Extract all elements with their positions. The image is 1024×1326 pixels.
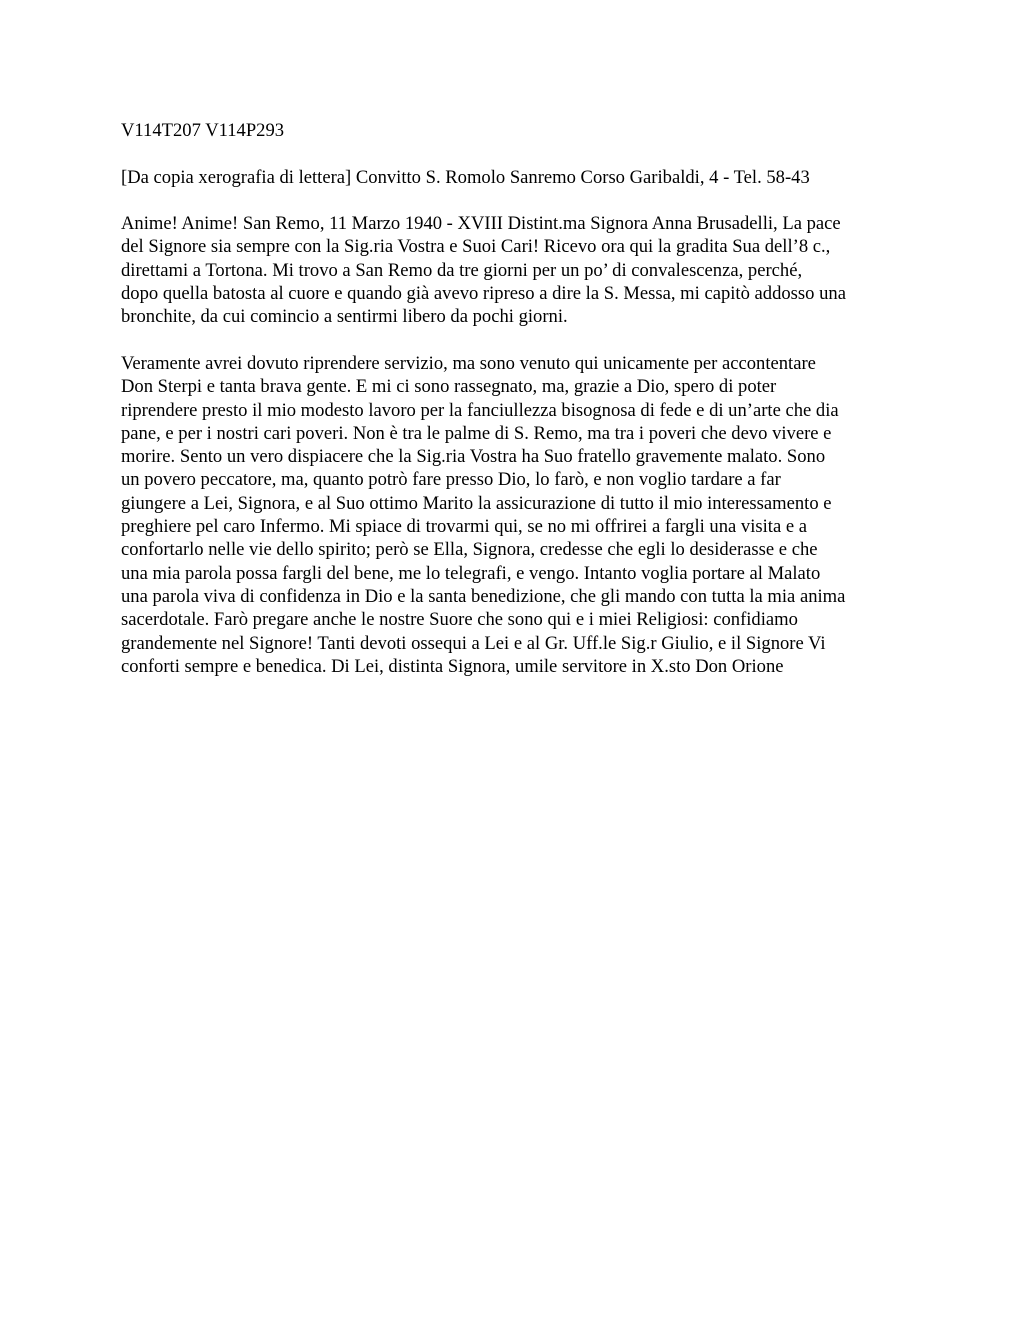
header-note-line: [Da copia xerografia di lettera] Convitto S. Romolo Sanremo Corso Garibaldi, 4 - Tel. 58-43 xyxy=(121,166,810,188)
letter-paragraph-2 xyxy=(121,352,921,678)
text-line: una mia parola possa fargli del bene, me lo telegrafi, e vengo. Intanto voglia portare al Malato xyxy=(121,562,821,584)
text-line: Veramente avrei dovuto riprendere servizio, ma sono venuto qui unicamente per accontentare xyxy=(121,352,816,374)
text-line: morire. Sento un vero dispiacere che la Sig.ria Vostra ha Suo fratello gravemente malato. Sono xyxy=(121,446,826,468)
reference-line: V114T207 V114P293 xyxy=(121,120,285,141)
text-line: confortarlo nelle vie dello spirito; però se Ella, Signora, credesse che egli lo desiderasse e che xyxy=(121,539,818,561)
text-line: conforti sempre e benedica. Di Lei, distinta Signora, umile servitore in X.sto Don Orione xyxy=(121,655,784,677)
document-page xyxy=(121,119,921,701)
text-line: preghiere pel caro Infermo. Mi spiace di trovarmi qui, se no mi offrirei a fargli una visita e a xyxy=(121,516,808,538)
text-line: pane, e per i nostri cari poveri. Non è tra le palme di S. Remo, ma tra i poveri che devo vivere e xyxy=(121,422,832,444)
text-line: dopo quella batosta al cuore e quando già avevo ripreso a dire la S. Messa, mi capitò addosso una xyxy=(121,283,846,305)
text-line: Anime! Anime! San Remo, 11 Marzo 1940 - XVIII Distint.ma Signora Anna Brusadelli, La pace xyxy=(121,213,841,235)
text-line: Don Sterpi e tanta brava gente. E mi ci sono rassegnato, ma, grazie a Dio, spero di poter xyxy=(121,376,777,398)
text-line: bronchite, da cui comincio a sentirmi libero da pochi giorni. xyxy=(121,306,568,328)
text-line: una parola viva di confidenza in Dio e la santa benedizione, che gli mando con tutta la mia anima xyxy=(121,585,846,607)
text-line: riprendere presto il mio modesto lavoro per la fanciullezza bisognosa di fede e di un’arte che dia xyxy=(121,399,839,421)
text-line: direttami a Tortona. Mi trovo a San Remo da tre giorni per un po’ di convalescenza, perché, xyxy=(121,259,803,281)
text-line: sacerdotale. Farò pregare anche le nostre Suore che sono qui e i miei Religiosi: confidiamo xyxy=(121,609,798,631)
document-reference xyxy=(121,119,921,142)
text-line: del Signore sia sempre con la Sig.ria Vostra e Suoi Cari! Ricevo ora qui la gradita Sua dell’8 c., xyxy=(121,236,831,258)
text-line: un povero peccatore, ma, quanto potrò fare presso Dio, lo farò, e non voglio tardare a far xyxy=(121,469,781,491)
text-line: giungere a Lei, Signora, e al Suo ottimo Marito la assicurazione di tutto il mio interessamento e xyxy=(121,492,832,514)
letter-paragraph-1 xyxy=(121,212,921,328)
header-note xyxy=(121,166,921,189)
text-line: grandemente nel Signore! Tanti devoti ossequi a Lei e al Gr. Uff.le Sig.r Giulio, e il Signore Vi xyxy=(121,632,826,654)
